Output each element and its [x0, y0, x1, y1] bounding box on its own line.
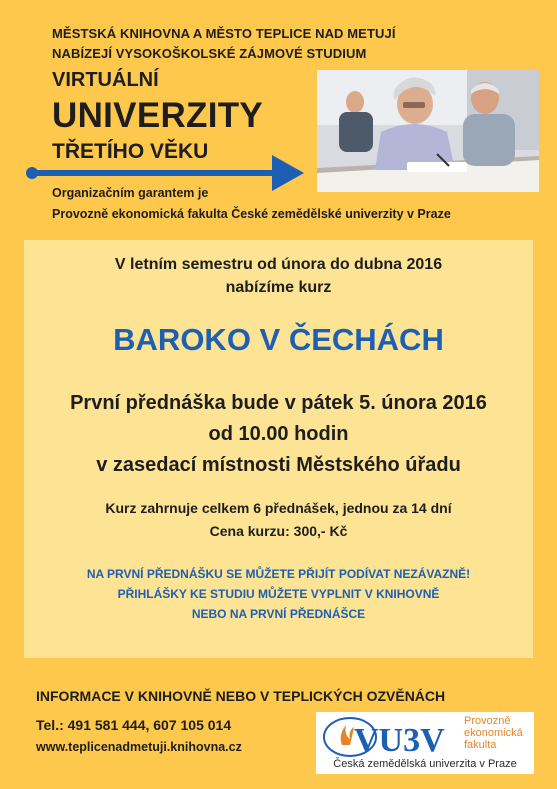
- vu3v-logo: [316, 712, 534, 774]
- includes-line: Kurz zahrnuje celkem 6 přednášek, jednou za 14 dní: [105, 500, 452, 516]
- note-line-3: NEBO NA PRVNÍ PŘEDNÁŠCE: [191, 607, 366, 621]
- lecture-line-3: v zasedací místnosti Městského úřadu: [96, 454, 461, 476]
- vu3v-logo-mark: [320, 715, 460, 759]
- lecture-line-2: od 10.00 hodin: [208, 423, 349, 445]
- website-link[interactable]: www.teplicenadmetuji.knihovna.cz: [36, 740, 242, 754]
- title-mid: TŘETÍHO VĚKU: [52, 140, 209, 163]
- price-line: Cena kurzu: 300,- Kč: [209, 523, 348, 539]
- course-title: BAROKO V ČECHÁCH: [113, 322, 444, 357]
- title-small: VIRTUÁLNÍ: [52, 69, 159, 91]
- logo-side-line-3: fakulta: [464, 739, 497, 751]
- semester-line-2: nabízíme kurz: [225, 279, 332, 296]
- note-line-2: PŘIHLÁŠKY KE STUDIU MŮŽETE VYPLNIT V KNIHOVNĚ: [117, 587, 440, 601]
- title-big: UNIVERZITY: [52, 96, 264, 135]
- guarantor-line-1: Organizačním garantem je: [52, 186, 209, 200]
- phone-numbers: Tel.: 491 581 444, 607 105 014: [36, 717, 232, 733]
- lecture-line-1: První přednáška bude v pátek 5. února 2016: [70, 392, 487, 414]
- logo-bottom-text: Česká zemědělská univerzita v Praze: [333, 758, 517, 770]
- semester-line-1: V letním semestru od února do dubna 2016: [114, 256, 443, 273]
- logo-side-line-2: ekonomická: [464, 727, 523, 739]
- seniors-photo: [317, 70, 539, 192]
- logo-side-text: [464, 715, 523, 751]
- note-line-1: NA PRVNÍ PŘEDNÁŠKU SE MŮŽETE PŘIJÍT PODÍVAT NEZÁVAZNĚ!: [86, 567, 471, 581]
- info-title: INFORMACE V KNIHOVNĚ NEBO V TEPLICKÝCH OZVĚNÁCH: [36, 688, 446, 704]
- vu3v-logo-text: VU3V: [354, 722, 445, 759]
- logo-side-line-1: Provozně: [464, 715, 511, 727]
- header-line-2: NABÍZEJÍ VYSOKOŠKOLSKÉ ZÁJMOVÉ STUDIUM: [52, 46, 367, 61]
- guarantor-line-2: Provozně ekonomická fakulta České zemědělské univerzity v Praze: [52, 207, 451, 221]
- header-line-1: MĚSTSKÁ KNIHOVNA A MĚSTO TEPLICE NAD METUJÍ: [52, 26, 396, 41]
